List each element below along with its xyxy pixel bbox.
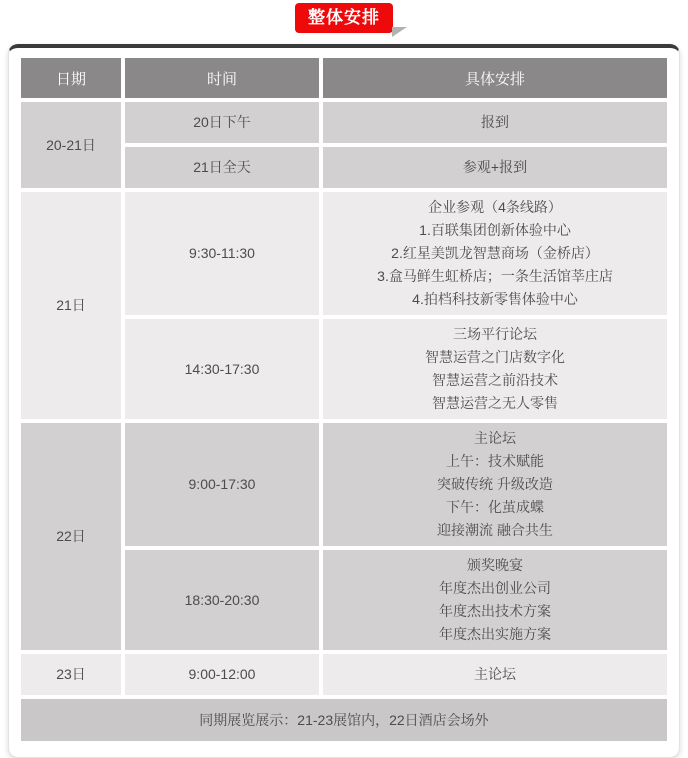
time-cell: 18:30-20:30 [125, 550, 319, 650]
details-cell [323, 423, 667, 546]
footer-row [21, 699, 667, 741]
time-cell: 21日全天 [125, 147, 319, 188]
date-cell: 22日 [21, 423, 121, 650]
exhibition-note: 同期展览展示：21-23展馆内，22日酒店会场外 [21, 699, 667, 741]
detail-line: 年度杰出技术方案 [439, 603, 551, 619]
ribbon-fold-icon [392, 27, 407, 37]
schedule-table-head [21, 58, 667, 98]
detail-line: 参观+报到 [462, 159, 528, 175]
detail-line: 年度杰出实施方案 [439, 626, 551, 642]
badge-area [0, 0, 688, 44]
detail-line: 企业参观（4条线路） [428, 199, 562, 215]
time-cell: 9:30-11:30 [125, 192, 319, 315]
detail-line: 1.百联集团创新体验中心 [419, 222, 571, 238]
detail-line: 颁奖晚宴 [467, 557, 523, 573]
detail-line: 智慧运营之无人零售 [432, 395, 558, 411]
detail-line: 2.红星美凯龙智慧商场（金桥店） [391, 245, 599, 261]
detail-line: 4.拍档科技新零售体验中心 [412, 291, 578, 307]
detail-line: 3.盒马鲜生虹桥店；一条生活馆莘庄店 [377, 268, 613, 284]
header-row [21, 58, 667, 98]
detail-line: 迎接潮流 融合共生 [437, 522, 553, 538]
detail-line: 三场平行论坛 [453, 326, 537, 342]
date-cell: 21日 [21, 192, 121, 419]
schedule-table [17, 54, 671, 745]
table-row [21, 423, 667, 546]
details-cell [323, 102, 667, 143]
header-details: 具体安排 [323, 58, 667, 98]
detail-line: 主论坛 [474, 430, 516, 446]
table-row [21, 654, 667, 695]
detail-line: 突破传统 升级改造 [437, 476, 553, 492]
time-cell: 9:00-17:30 [125, 423, 319, 546]
details-cell [323, 319, 667, 419]
details-cell [323, 654, 667, 695]
detail-line: 主论坛 [474, 666, 516, 682]
details-cell [323, 147, 667, 188]
schedule-panel [8, 44, 680, 758]
date-cell: 23日 [21, 654, 121, 695]
date-cell: 20-21日 [21, 102, 121, 188]
table-row [21, 192, 667, 315]
time-cell: 14:30-17:30 [125, 319, 319, 419]
detail-line: 年度杰出创业公司 [439, 580, 551, 596]
title-badge [295, 3, 393, 33]
header-time: 时间 [125, 58, 319, 98]
detail-line: 智慧运营之门店数字化 [425, 349, 565, 365]
detail-line: 智慧运营之前沿技术 [432, 372, 558, 388]
detail-line: 上午：技术赋能 [446, 453, 544, 469]
detail-line: 下午：化茧成蝶 [446, 499, 544, 515]
schedule-table-foot [21, 699, 667, 741]
schedule-table-body [21, 102, 667, 695]
details-cell [323, 550, 667, 650]
header-date: 日期 [21, 58, 121, 98]
table-row [21, 102, 667, 143]
details-cell [323, 192, 667, 315]
detail-line: 报到 [481, 114, 509, 130]
time-cell: 20日下午 [125, 102, 319, 143]
badge-label: 整体安排 [308, 8, 380, 27]
time-cell: 9:00-12:00 [125, 654, 319, 695]
